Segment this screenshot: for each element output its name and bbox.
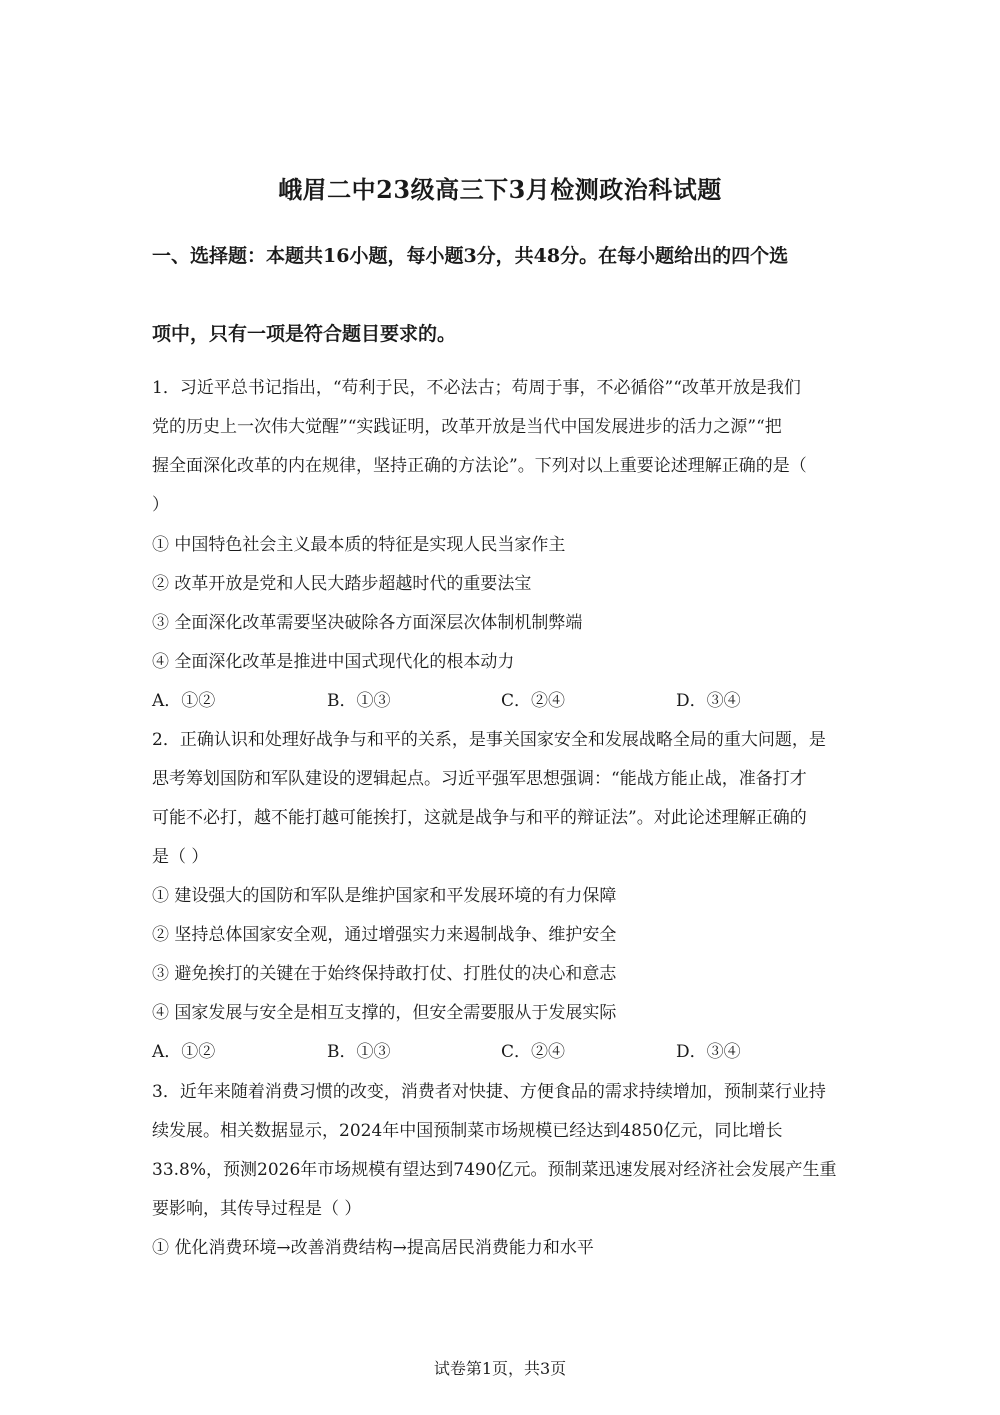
question-stem-line: 3．近年来随着消费习惯的改变，消费者对快捷、方便食品的需求持续增加，预制菜行业持	[152, 1082, 826, 1102]
option-d: D．③④	[676, 1042, 741, 1062]
option-a: A．①②	[152, 1042, 216, 1062]
question-stem-line: 握全面深化改革的内在规律，坚持正确的方法论”。下列对以上重要论述理解正确的是（	[152, 456, 807, 476]
option-d: D．③④	[676, 691, 741, 711]
statement: ③ 避免挨打的关键在于始终保持敢打仗、打胜仗的决心和意志	[152, 964, 617, 984]
section-heading-line-1: 一、选择题：本题共16小题，每小题3分，共48分。在每小题给出的四个选	[152, 245, 789, 267]
question-stem-line: 可能不必打，越不能打越可能挨打，这就是战争与和平的辩证法”。对此论述理解正确的	[152, 808, 807, 828]
question-stem-line: 2．正确认识和处理好战争与和平的关系，是事关国家安全和发展战略全局的重大问题，是	[152, 730, 826, 750]
statement: ④ 国家发展与安全是相互支撑的，但安全需要服从于发展实际	[152, 1003, 617, 1023]
question-stem-line: 党的历史上一次伟大觉醒”“实践证明，改革开放是当代中国发展进步的活力之源”“把	[152, 417, 782, 437]
option-b: B．①③	[327, 1042, 391, 1062]
option-a: A．①②	[152, 691, 216, 711]
question-stem-line: ）	[152, 495, 169, 515]
statement: ② 改革开放是党和人民大踏步超越时代的重要法宝	[152, 574, 532, 594]
statement: ④ 全面深化改革是推进中国式现代化的根本动力	[152, 652, 515, 672]
option-b: B．①③	[327, 691, 391, 711]
question-stem-line: 是（ ）	[152, 847, 209, 867]
section-heading-line-2: 项中，只有一项是符合题目要求的。	[152, 323, 457, 345]
statement: ① 中国特色社会主义最本质的特征是实现人民当家作主	[152, 535, 566, 555]
option-c: C．②④	[501, 691, 566, 711]
question-stem-line: 33.8%，预测2026年市场规模有望达到7490亿元。预制菜迅速发展对经济社会发展产生重	[152, 1160, 837, 1180]
question-stem-line: 要影响，其传导过程是（ ）	[152, 1199, 362, 1219]
statement: ③ 全面深化改革需要坚决破除各方面深层次体制机制弊端	[152, 613, 583, 633]
statement: ① 建设强大的国防和军队是维护国家和平发展环境的有力保障	[152, 886, 617, 906]
option-c: C．②④	[501, 1042, 566, 1062]
statement: ① 优化消费环境→改善消费结构→提高居民消费能力和水平	[152, 1238, 594, 1258]
question-stem-line: 续发展。相关数据显示，2024年中国预制菜市场规模已经达到4850亿元，同比增长	[152, 1121, 783, 1141]
question-stem-line: 思考筹划国防和军队建设的逻辑起点。习近平强军思想强调：“能战方能止战，准备打才	[152, 769, 807, 789]
statement: ② 坚持总体国家安全观，通过增强实力来遏制战争、维护安全	[152, 925, 617, 945]
page-title: 峨眉二中23级高三下3月检测政治科试题	[278, 175, 722, 204]
question-stem-line: 1．习近平总书记指出，“苟利于民，不必法古；苟周于事，不必循俗”“改革开放是我们	[152, 378, 801, 398]
page-footer: 试卷第1页，共3页	[433, 1359, 567, 1378]
